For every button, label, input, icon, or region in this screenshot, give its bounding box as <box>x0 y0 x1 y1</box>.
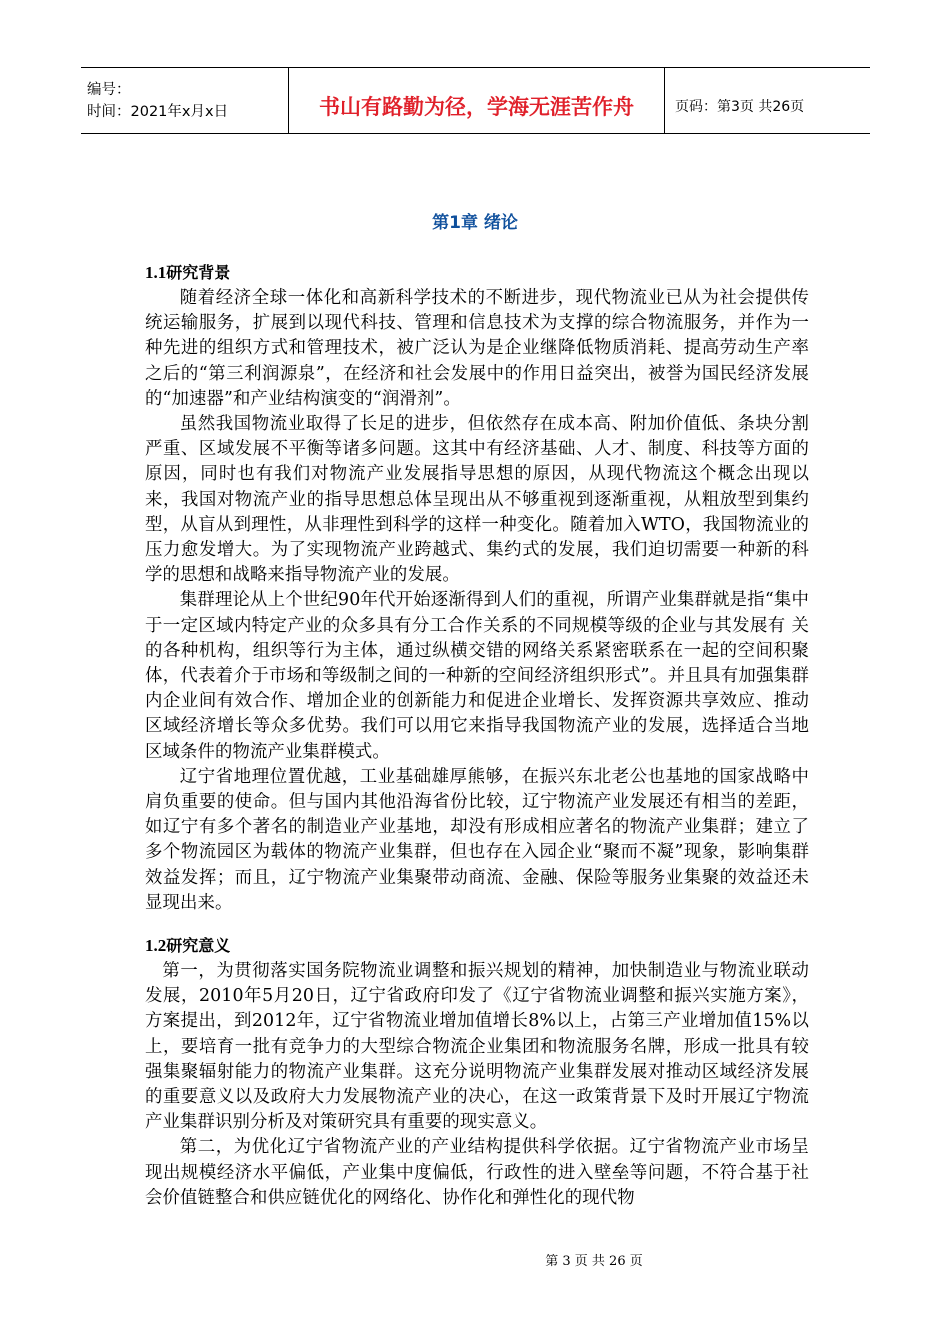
section-number: 1.1 <box>145 263 167 282</box>
section-title: 研究意义 <box>166 936 231 955</box>
section-body-1-1 <box>145 286 809 916</box>
paragraph: 随着经济全球一体化和高新科学技术的不断进步，现代物流业已从为社会提供传统运输服务，扩展到以现代科技、管理和信息技术为支撑的综合物流服务，并作为一种先进的组织方式和管理技术，被广泛认为是企业继降低物质消耗、提高劳动生产率之后的“第三利润源泉”，在经济和社会发展中的作用日益突出，被誉为国民经济发展的“加速器”和产业结构演变的“润滑剂”。 <box>145 288 809 409</box>
paragraph: 第二，为优化辽宁省物流产业的产业结构提供科学依据。辽宁省物流产业市场呈现出规模经济水平偏低，产业集中度偏低，行政性的进入壁垒等问题，不符合基于社会价值链整合和供应链优化的网络化、协作化和弹性化的现代物 <box>145 1137 809 1208</box>
page-footer: 第 3 页 共 26 页 <box>545 1254 643 1269</box>
paragraph: 集群理论从上个世纪90年代开始逐渐得到人们的重视，所谓产业集群就是指“集中于一定区域内特定产业的众多具有分工合作关系的不同规模等级的企业与其发展有 关的各种机构，组织等行为主体，通过纵横交错的网络关系紧密联系在一起的空间积聚体，代表着介于市场和等级制之间的一种新的空间经济组织形式”。并且具有加强集群内企业间有效合作、增加企业的创新能力和促进企业增长、发挥资源共享效应、推动区域经济增长等众多优势。我们可以用它来指导我国物流产业的发展，选择适合当地区域条件的物流产业集群模式。 <box>145 590 809 762</box>
page-header <box>81 67 870 134</box>
header-page-info: 页码：第3页 共26页 <box>675 98 805 115</box>
section-title: 研究背景 <box>166 263 231 282</box>
section-heading-1-1 <box>145 260 230 283</box>
section-heading-1-2 <box>145 933 230 956</box>
header-motto: 书山有路勤为径，学海无涯苦作舟 <box>289 68 665 134</box>
paragraph: 第一，为贯彻落实国务院物流业调整和振兴规划的精神，加快制造业与物流业联动发展，2010年5月20日，辽宁省政府印发了《辽宁省物流业调整和振兴实施方案》，方案提出，到2012年，辽宁省物流业增加值增长8%以上，占第三产业增加值15%以上，要培育一批有竞争力的大型综合物流企业集团和物流服务名牌，形成一批具有较强集聚辐射能力的物流产业集群。这充分说明物流产业集群发展对推动区域经济发展的重要意义以及政府大力发展物流产业的决心，在这一政策背景下及时开展辽宁物流产业集群识别分析及对策研究具有重要的现实意义。 <box>145 961 809 1133</box>
section-body-1-2 <box>145 959 809 1211</box>
header-meta <box>81 68 289 134</box>
header-number-label: 编号： <box>87 81 131 98</box>
chapter-title: 第1章 绪论 <box>432 213 518 233</box>
paragraph: 辽宁省地理位置优越，工业基础雄厚熊够，在振兴东北老公也基地的国家战略中肩负重要的使命。但与国内其他沿海省份比较，辽宁物流产业发展还有相当的差距，如辽宁有多个著名的制造业产业基地，却没有形成相应著名的物流产业集群；建立了多个物流园区为载体的物流产业集群，但也存在入园企业“聚而不凝”现象，影响集群效益发挥；而且，辽宁物流产业集聚带动商流、金融、保险等服务业集聚的效益还未显现出来。 <box>145 766 809 913</box>
section-number: 1.2 <box>145 936 167 955</box>
header-time-label: 时间：2021年x月x日 <box>87 103 229 120</box>
paragraph: 虽然我国物流业取得了长足的进步，但依然存在成本高、附加价值低、条块分割严重、区域发展不平衡等诸多问题。这其中有经济基础、人才、制度、科技等方面的原因，同时也有我们对物流产业发展指导思想的原因，从现代物流这个概念出现以来，我国对物流产业的指导思想总体呈现出从不够重视到逐渐重视，从粗放型到集约型，从盲从到理性，从非理性到科学的这样一种变化。随着加入WTO，我国物流业的压力愈发增大。为了实现物流产业跨越式、集约式的发展，我们迫切需要一种新的科学的思想和战略来指导物流产业的发展。 <box>145 414 809 586</box>
